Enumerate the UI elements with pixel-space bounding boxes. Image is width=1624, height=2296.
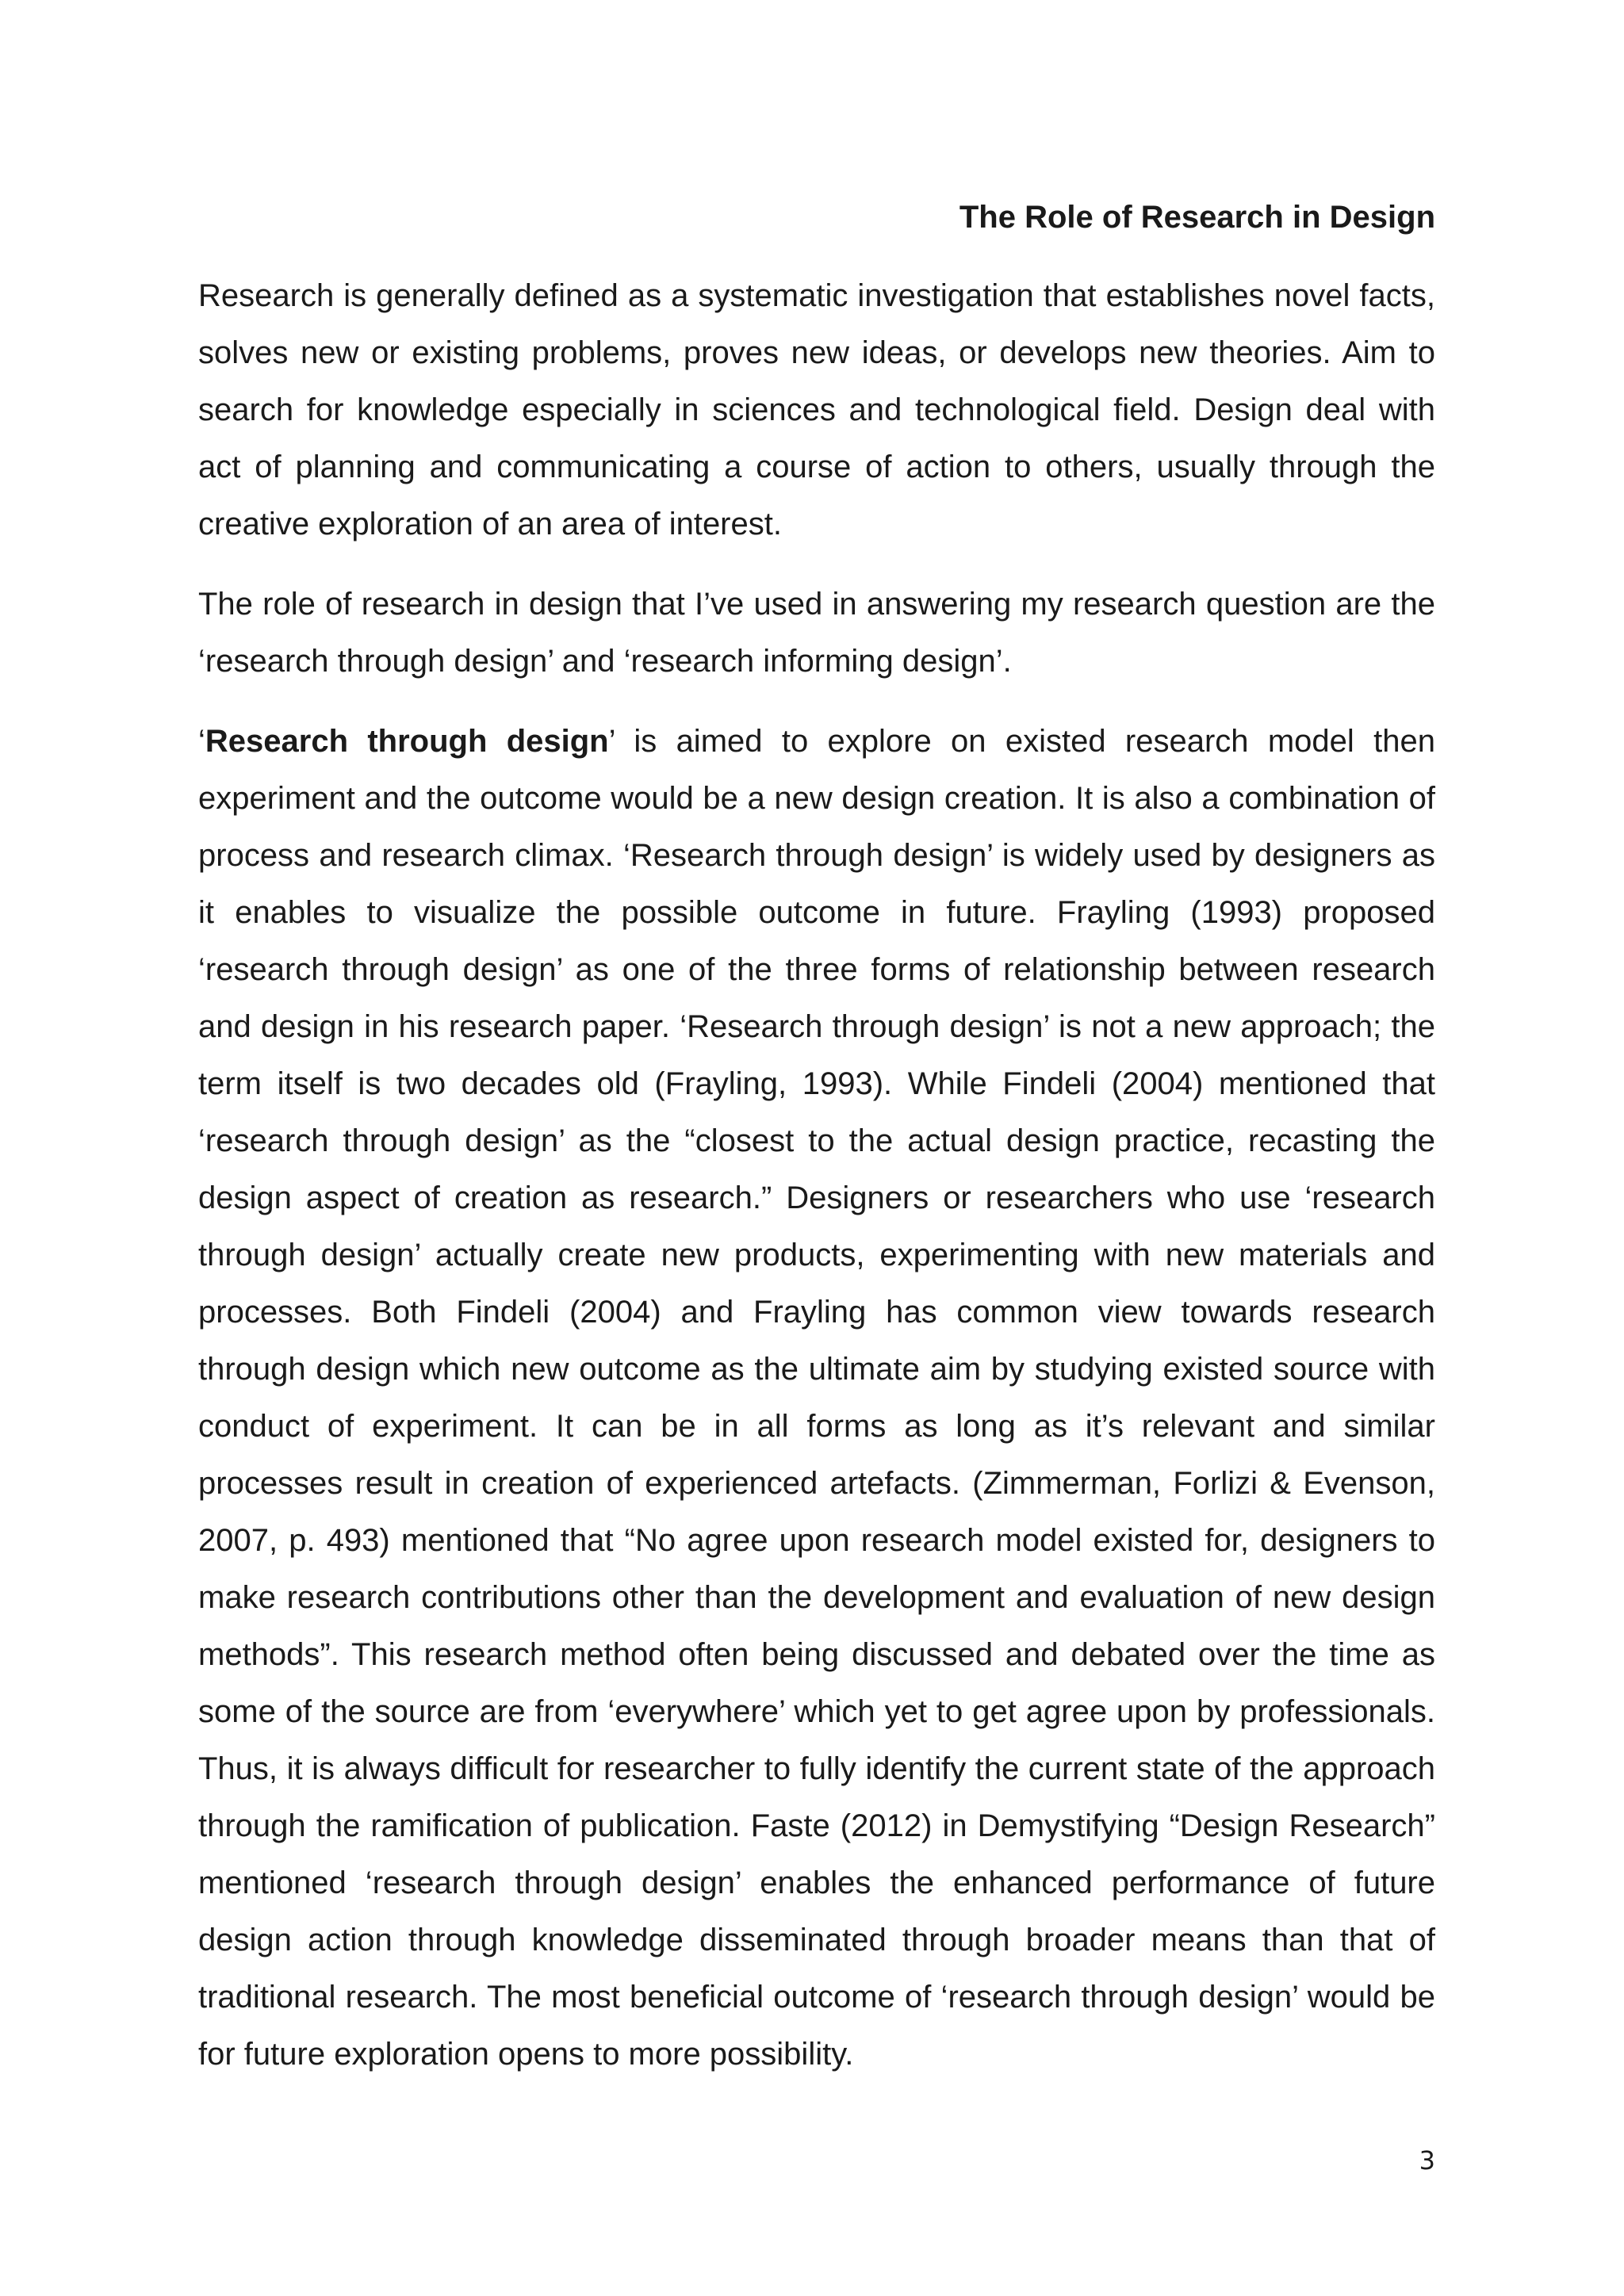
paragraph-research-through-design: [198, 713, 1435, 2083]
open-quote: ‘: [198, 724, 205, 759]
paragraph-definition: Research is generally defined as a systematic investigation that establishes novel facts, solves new or existing problems, proves new ideas, or develops new theories. Aim to search for knowledge especially in sciences and technological field. Design deal with act of planning and communicating a course of action to others, usually through the creative exploration of an area of interest.: [198, 278, 1435, 541]
page-number: 3: [1419, 2145, 1435, 2175]
section-title: The Role of Research in Design: [959, 200, 1435, 235]
paragraph-rest: ’ is aimed to explore on existed research model then experiment and the outcome would be a new design creation. It is also a combination of process and research climax. ‘Research through design’ is widely used by designers as it enables to visualize the possible outcome in future. Frayling (1993) proposed ‘research through design’ as one of the three forms of relationship between research and design in his research paper. ‘Research through design’ is not a new approach; the term itself is two decades old (Frayling, 1993). While Findeli (2004) mentioned that ‘research through design’ as the “closest to the actual design practice, recasting the design aspect of creation as research.” Designers or researchers who use ‘research through design’ actually create new products, experimenting with new materials and processes. Both Findeli (2004) and Frayling has common view towards research through design which new outcome as the ultimate aim by studying existed source with conduct of experiment. It can be in all forms as long as it’s relevant and similar processes result in creation of experienced artefacts. (Zimmerman, Forlizi & Evenson, 2007, p. 493) mentioned that “No agree upon research model existed for, designers to make research contributions other than the development and evaluation of new design methods”. This research method often being discussed and debated over the time as some of the source are from ‘everywhere’ which yet to get agree upon by professionals. Thus, it is always difficult for researcher to fully identify the current state of the approach through the ramification of publication. Faste (2012) in Demystifying “Design Research” mentioned ‘research through design’ enables the enhanced performance of future design action through knowledge disseminated through broader means than that of traditional research. The most beneficial outcome of ‘research through design’ would be for future exploration opens to more possibility.: [198, 724, 1435, 2072]
body-text: [198, 267, 1435, 2106]
paragraph-research-question: The role of research in design that I’ve used in answering my research question are the ‘research through design’ and ‘research informing design’.: [198, 587, 1435, 679]
bold-term: Research through design: [205, 724, 609, 759]
